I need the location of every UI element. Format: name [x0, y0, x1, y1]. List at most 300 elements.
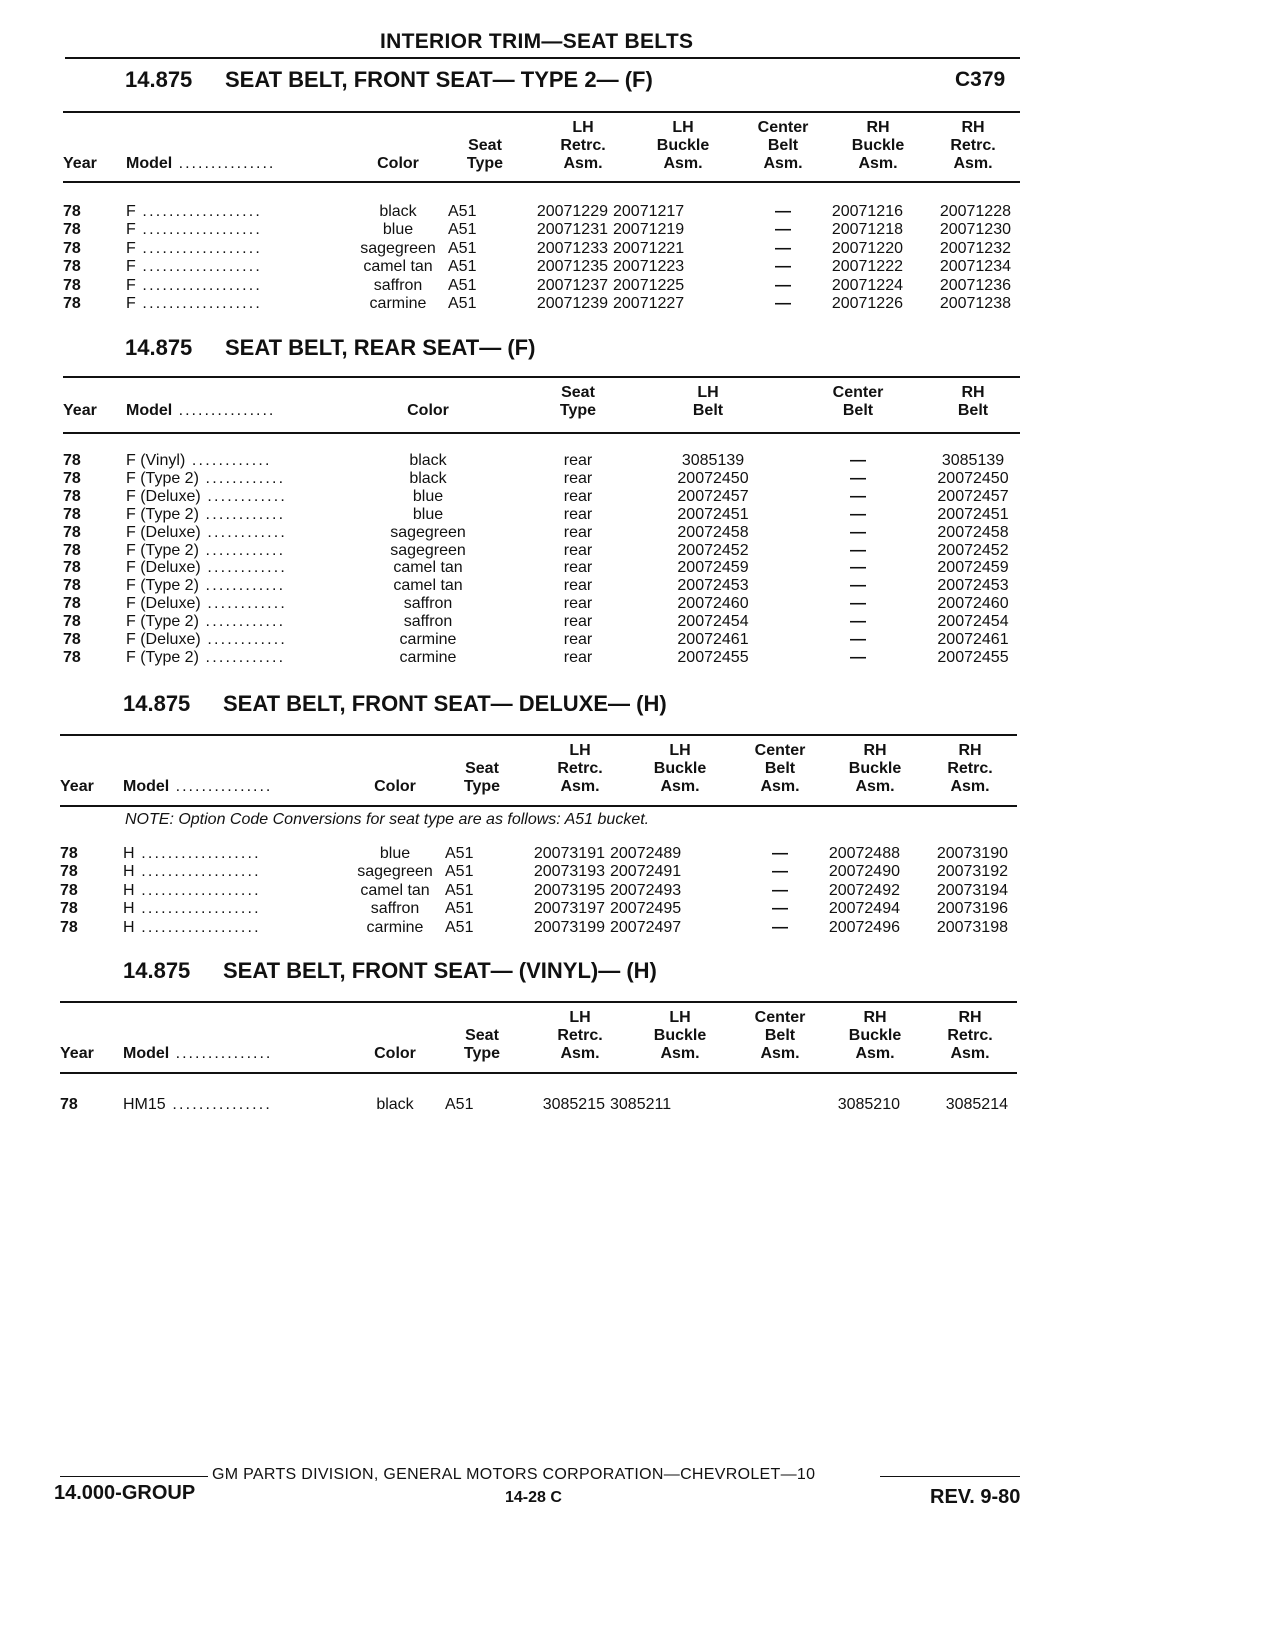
rh-belt-cell: 20072453: [937, 577, 1009, 595]
header-year: Year: [60, 1045, 94, 1062]
center-belt-cell: —: [850, 559, 866, 577]
table-row: [63, 277, 1023, 296]
model-name: F (Deluxe): [126, 559, 201, 577]
part-number-cell: 20071223: [613, 258, 685, 276]
dot-leader: ............: [198, 505, 286, 523]
seat-type-cell: rear: [563, 452, 593, 469]
header-model-label: Model: [126, 402, 173, 419]
model-cell: [123, 863, 343, 881]
header-year: Year: [60, 778, 94, 795]
year-cell: 78: [60, 863, 78, 881]
year-cell: 78: [63, 523, 81, 541]
model-cell: [126, 649, 346, 667]
header-center-belt: Center Belt Asm.: [754, 1009, 806, 1062]
year-cell: 78: [63, 631, 81, 648]
year-cell: 78: [63, 595, 81, 613]
header-seat-type: Seat Type: [466, 137, 504, 172]
seat-type-cell: rear: [563, 595, 593, 613]
color-cell: camel tan: [360, 881, 430, 899]
seat-type-cell: A51: [445, 900, 474, 918]
model-name: F: [126, 239, 136, 257]
lh-belt-cell: 20072454: [677, 613, 749, 631]
center-belt-cell: —: [775, 239, 791, 257]
header-color: Color: [377, 155, 419, 172]
seat-type-cell: A51: [448, 221, 477, 239]
part-number-cell: 20071221: [613, 239, 685, 257]
dot-leader: ............: [198, 541, 286, 559]
header-year: Year: [63, 155, 97, 172]
header-rh-buckle: RH Buckle Asm.: [848, 742, 902, 795]
color-cell: black: [376, 1096, 414, 1113]
header-lh-belt: LH Belt: [692, 384, 724, 419]
part-number-cell: 20071227: [613, 295, 685, 312]
seat-type-cell: rear: [563, 487, 593, 505]
catalog-code: C379: [955, 68, 1006, 91]
model-cell: [126, 203, 346, 221]
header-model-label: Model: [126, 155, 173, 172]
header-bottom-rule: [63, 432, 1020, 434]
seat-type-cell: A51: [448, 276, 477, 294]
lh-belt-cell: 20072460: [677, 595, 749, 613]
section-heading: [123, 958, 657, 984]
table-header: [60, 738, 1020, 798]
header-top-rule: [60, 734, 1017, 736]
color-cell: saffron: [403, 613, 453, 631]
dot-leader: ..................: [134, 863, 261, 881]
color-cell: carmine: [369, 295, 427, 312]
header-color: Color: [374, 778, 416, 795]
model-name: F: [126, 276, 136, 294]
model-name: H: [123, 918, 135, 936]
header-lh-retrc: LH Retrc. Asm.: [557, 1009, 603, 1062]
lh-belt-cell: 20072450: [677, 469, 749, 487]
table-row: [60, 882, 1020, 901]
header-rh-buckle: RH Buckle Asm.: [851, 119, 905, 172]
year-cell: 78: [63, 613, 81, 631]
table-row: [63, 577, 1023, 596]
table-row: [63, 488, 1023, 507]
color-cell: sagegreen: [390, 523, 466, 541]
header-rh-belt: RH Belt: [957, 384, 989, 419]
table-row: [63, 470, 1023, 489]
part-number-cell: 20071225: [613, 276, 685, 294]
center-belt-cell: —: [775, 203, 791, 220]
center-belt-cell: —: [772, 918, 788, 936]
color-cell: sagegreen: [390, 541, 466, 559]
part-number-cell: 20072488: [828, 845, 900, 862]
model-name: H: [123, 863, 135, 881]
part-number-cell: 20072489: [610, 845, 682, 862]
model-name: F: [126, 221, 136, 239]
center-belt-cell: —: [850, 541, 866, 559]
model-name: F (Vinyl): [126, 452, 186, 469]
dot-leader: ...............: [165, 1096, 273, 1113]
model-cell: [126, 240, 346, 258]
rh-belt-cell: 20072460: [937, 595, 1009, 613]
seat-type-cell: A51: [448, 295, 477, 312]
year-cell: 78: [63, 258, 81, 276]
color-cell: saffron: [373, 276, 423, 294]
seat-type-cell: rear: [563, 613, 593, 631]
model-cell: [126, 277, 346, 295]
model-name: F (Type 2): [126, 505, 199, 523]
dot-leader: ............: [198, 648, 286, 666]
model-name: F: [126, 203, 136, 220]
center-belt-cell: —: [850, 613, 866, 631]
part-number-cell: 20072492: [828, 881, 900, 899]
section-heading: [123, 691, 667, 717]
part-number-cell: 3085211: [610, 1096, 672, 1113]
rh-belt-cell: 3085139: [941, 452, 1005, 469]
rh-belt-cell: 20072455: [937, 648, 1009, 666]
color-cell: black: [379, 203, 417, 220]
header-top-rule: [63, 376, 1020, 378]
section-heading: [125, 335, 535, 361]
table-row: [63, 258, 1023, 277]
part-number-cell: 20073198: [936, 918, 1008, 936]
header-lh-retrc: LH Retrc. Asm.: [560, 119, 606, 172]
model-name: F: [126, 295, 136, 312]
header-lh-buckle: LH Buckle Asm.: [653, 1009, 707, 1062]
year-cell: 78: [63, 452, 81, 469]
center-belt-cell: —: [775, 276, 791, 294]
model-cell: [126, 524, 346, 542]
part-number-cell: 20072496: [828, 918, 900, 936]
part-number-cell: 20071224: [831, 276, 903, 294]
year-cell: 78: [63, 505, 81, 523]
color-cell: blue: [379, 845, 411, 862]
footer-page-number: 14-28 C: [505, 1489, 562, 1506]
model-cell: [123, 919, 343, 937]
part-number-cell: 20073192: [936, 863, 1008, 881]
table-row: [63, 595, 1023, 614]
center-belt-cell: —: [850, 577, 866, 595]
dot-leader: ..................: [134, 881, 261, 899]
model-name: F (Type 2): [126, 577, 199, 595]
table-row: [63, 240, 1023, 259]
model-cell: [123, 882, 343, 900]
table-row: [63, 613, 1023, 632]
header-top-rule: [63, 111, 1020, 113]
dot-leader: ............: [200, 631, 288, 648]
rh-belt-cell: 20072454: [937, 613, 1009, 631]
model-name: F (Type 2): [126, 541, 199, 559]
center-belt-cell: —: [850, 595, 866, 613]
color-cell: carmine: [399, 648, 457, 666]
header-center-belt: Center Belt Asm.: [754, 742, 806, 795]
model-cell: [126, 470, 346, 488]
lh-belt-cell: 20072452: [677, 541, 749, 559]
section-number: 14.875: [123, 958, 191, 983]
color-cell: camel tan: [363, 258, 433, 276]
model-cell: [123, 900, 343, 918]
section-number: 14.875: [125, 335, 193, 360]
part-number-cell: 20073190: [936, 845, 1008, 862]
color-cell: black: [409, 469, 447, 487]
model-cell: [126, 613, 346, 631]
seat-type-cell: rear: [563, 577, 593, 595]
part-number-cell: 20073194: [936, 881, 1008, 899]
header-bottom-rule: [60, 1072, 1017, 1074]
part-number-cell: 20072491: [610, 863, 682, 881]
model-cell: [126, 542, 346, 560]
part-number-cell: 20071238: [939, 295, 1011, 312]
part-number-cell: 20071217: [613, 203, 685, 220]
dot-leader: ............: [200, 523, 288, 541]
part-number-cell: 20071216: [831, 203, 903, 220]
model-cell: [123, 845, 343, 863]
model-name: F (Deluxe): [126, 631, 201, 648]
part-number-cell: 3085210: [837, 1096, 900, 1113]
color-cell: blue: [412, 505, 444, 523]
part-number-cell: 20073196: [936, 900, 1008, 918]
dot-leader: ..................: [135, 239, 263, 257]
seat-type-cell: rear: [563, 469, 593, 487]
rh-belt-cell: 20072450: [937, 469, 1009, 487]
header-model: Model ...............: [126, 402, 276, 419]
header-rh-retrc: RH Retrc. Asm.: [950, 119, 996, 172]
center-belt-cell: —: [772, 845, 788, 862]
lh-belt-cell: 20072451: [677, 505, 749, 523]
table-row: [63, 524, 1023, 543]
model-cell: [126, 559, 346, 577]
header-top-rule: [60, 1001, 1017, 1003]
part-number-cell: 20071231: [536, 221, 608, 239]
section-title: SEAT BELT, FRONT SEAT— TYPE 2— (F): [225, 67, 653, 92]
model-cell: [126, 506, 346, 524]
year-cell: 78: [63, 276, 81, 294]
model-name: F (Deluxe): [126, 595, 201, 613]
center-belt-cell: —: [850, 469, 866, 487]
dot-leader: ..................: [135, 258, 263, 276]
part-number-cell: 20072494: [828, 900, 900, 918]
section-title: SEAT BELT, REAR SEAT— (F): [225, 335, 536, 360]
part-number-cell: 3085214: [945, 1096, 1008, 1113]
year-cell: 78: [63, 577, 81, 595]
dot-leader: ............: [198, 577, 286, 595]
part-number-cell: 20071239: [536, 295, 608, 312]
dot-leader: ............: [200, 595, 288, 613]
seat-type-cell: rear: [563, 541, 593, 559]
year-cell: 78: [60, 1096, 78, 1113]
section-number: 14.875: [123, 691, 191, 716]
year-cell: 78: [63, 295, 81, 312]
model-cell: [126, 258, 346, 276]
dot-leader: ..................: [134, 900, 261, 918]
center-belt-cell: —: [850, 523, 866, 541]
part-number-cell: 20071229: [536, 203, 608, 220]
center-belt-cell: —: [772, 881, 788, 899]
year-cell: 78: [63, 541, 81, 559]
lh-belt-cell: 20072455: [677, 648, 749, 666]
color-cell: blue: [382, 221, 414, 239]
table-header: [63, 115, 1023, 175]
lh-belt-cell: 20072458: [677, 523, 749, 541]
seat-type-cell: rear: [563, 505, 593, 523]
color-cell: carmine: [399, 631, 457, 648]
model-name: H: [123, 881, 135, 899]
header-seat-type: Seat Type: [559, 384, 597, 419]
model-name: F (Deluxe): [126, 523, 201, 541]
model-cell: [126, 221, 346, 239]
year-cell: 78: [63, 239, 81, 257]
lh-belt-cell: 20072459: [677, 559, 749, 577]
header-model: Model ...............: [123, 1045, 273, 1062]
page-title: INTERIOR TRIM—SEAT BELTS: [380, 30, 694, 53]
part-number-cell: 20073199: [533, 918, 605, 936]
dot-leader: ............: [185, 452, 272, 469]
part-number-cell: 20072490: [828, 863, 900, 881]
color-cell: camel tan: [393, 577, 463, 595]
table-row: [60, 845, 1020, 864]
year-cell: 78: [63, 469, 81, 487]
header-rh-retrc: RH Retrc. Asm.: [947, 1009, 993, 1062]
rh-belt-cell: 20072451: [937, 505, 1009, 523]
table-row: [60, 1096, 1020, 1115]
color-cell: carmine: [366, 918, 424, 936]
seat-type-cell: rear: [563, 559, 593, 577]
part-number-cell: 20071220: [831, 239, 903, 257]
seat-type-cell: rear: [563, 648, 593, 666]
header-rh-retrc: RH Retrc. Asm.: [947, 742, 993, 795]
year-cell: 78: [63, 559, 81, 577]
center-belt-cell: —: [772, 900, 788, 918]
rh-belt-cell: 20072452: [937, 541, 1009, 559]
table-row: [63, 631, 1023, 650]
seat-type-cell: A51: [445, 881, 474, 899]
rh-belt-cell: 20072459: [937, 559, 1009, 577]
year-cell: 78: [63, 221, 81, 239]
dot-leader: ..................: [135, 203, 263, 220]
table-row: [63, 203, 1023, 222]
header-lh-buckle: LH Buckle Asm.: [653, 742, 707, 795]
table-row: [63, 295, 1023, 314]
center-belt-cell: —: [775, 258, 791, 276]
title-divider: [65, 57, 1020, 59]
table-row: [63, 506, 1023, 525]
model-cell: [126, 488, 346, 506]
center-belt-cell: —: [850, 487, 866, 505]
part-number-cell: 20071237: [536, 276, 608, 294]
part-number-cell: 20073193: [533, 863, 605, 881]
header-center-belt: Center Belt Asm.: [757, 119, 809, 172]
header-color: Color: [374, 1045, 416, 1062]
lh-belt-cell: 20072461: [677, 631, 749, 648]
table-row: [63, 452, 1023, 471]
part-number-cell: 20071226: [831, 295, 903, 312]
header-center-belt: Center Belt: [832, 384, 884, 419]
dot-leader: ............: [198, 469, 286, 487]
year-cell: 78: [60, 881, 78, 899]
lh-belt-cell: 20072457: [677, 487, 749, 505]
section-number: 14.875: [125, 67, 193, 92]
year-cell: 78: [63, 487, 81, 505]
dot-leader: ..................: [135, 276, 263, 294]
color-cell: saffron: [403, 595, 453, 613]
seat-type-cell: rear: [563, 631, 593, 648]
part-number-cell: 20071233: [536, 239, 608, 257]
model-cell: [126, 295, 346, 313]
part-number-cell: 20073197: [533, 900, 605, 918]
header-lh-retrc: LH Retrc. Asm.: [557, 742, 603, 795]
header-bottom-rule: [60, 805, 1017, 807]
seat-type-cell: A51: [448, 258, 477, 276]
part-number-cell: 20072495: [610, 900, 682, 918]
color-cell: saffron: [370, 900, 420, 918]
color-cell: sagegreen: [360, 239, 436, 257]
seat-type-cell: A51: [448, 239, 477, 257]
footer-revision: REV. 9-80: [930, 1486, 1021, 1508]
model-name: H: [123, 900, 135, 918]
header-seat-type: Seat Type: [463, 760, 501, 795]
header-model-label: Model: [123, 1045, 170, 1062]
model-name: F (Type 2): [126, 469, 199, 487]
lh-belt-cell: 20072453: [677, 577, 749, 595]
color-cell: camel tan: [393, 559, 463, 577]
model-name: F (Deluxe): [126, 487, 201, 505]
model-name: F (Type 2): [126, 613, 199, 631]
table-row: [63, 542, 1023, 561]
seat-type-cell: A51: [445, 845, 474, 862]
section-title: SEAT BELT, FRONT SEAT— DELUXE— (H): [223, 691, 667, 716]
part-number-cell: 20073195: [533, 881, 605, 899]
center-belt-cell: —: [850, 452, 866, 469]
header-model: Model ...............: [123, 778, 273, 795]
seat-type-cell: A51: [445, 918, 474, 936]
dot-leader: ..................: [135, 221, 263, 239]
header-bottom-rule: [63, 181, 1020, 183]
center-belt-cell: —: [772, 863, 788, 881]
part-number-cell: 20071230: [939, 221, 1011, 239]
table-header: [63, 380, 1023, 424]
footer-division: GM PARTS DIVISION, GENERAL MOTORS CORPORATION—CHEVROLET—10: [212, 1466, 816, 1483]
table-row: [60, 900, 1020, 919]
table-row: [63, 221, 1023, 240]
lh-belt-cell: 3085139: [681, 452, 745, 469]
model-cell: [126, 631, 346, 649]
model-name: F (Type 2): [126, 648, 199, 666]
part-number-cell: 20072493: [610, 881, 682, 899]
table-row: [63, 559, 1023, 578]
rh-belt-cell: 20072458: [937, 523, 1009, 541]
color-cell: black: [409, 452, 447, 469]
color-cell: blue: [412, 487, 444, 505]
color-cell: sagegreen: [357, 863, 433, 881]
center-belt-cell: —: [850, 648, 866, 666]
option-code-note: NOTE: Option Code Conversions for seat type are as follows: A51 bucket.: [125, 811, 650, 828]
model-cell: [123, 1096, 343, 1114]
part-number-cell: 20071219: [613, 221, 685, 239]
header-rh-buckle: RH Buckle Asm.: [848, 1009, 902, 1062]
model-cell: [126, 595, 346, 613]
footer-group: 14.000-GROUP: [54, 1482, 196, 1504]
part-number-cell: 3085215: [542, 1096, 605, 1113]
center-belt-cell: —: [850, 631, 866, 648]
header-seat-type: Seat Type: [463, 1027, 501, 1062]
dot-leader: ..................: [135, 295, 263, 312]
header-lh-buckle: LH Buckle Asm.: [656, 119, 710, 172]
year-cell: 78: [60, 918, 78, 936]
rh-belt-cell: 20072461: [937, 631, 1009, 648]
dot-leader: ..................: [134, 845, 261, 862]
part-number-cell: 20071232: [939, 239, 1011, 257]
table-row: [63, 649, 1023, 668]
center-belt-cell: —: [850, 505, 866, 523]
dot-leader: ..................: [134, 918, 261, 936]
part-number-cell: 20071235: [536, 258, 608, 276]
part-number-cell: 20071222: [831, 258, 903, 276]
model-name: H: [123, 845, 135, 862]
